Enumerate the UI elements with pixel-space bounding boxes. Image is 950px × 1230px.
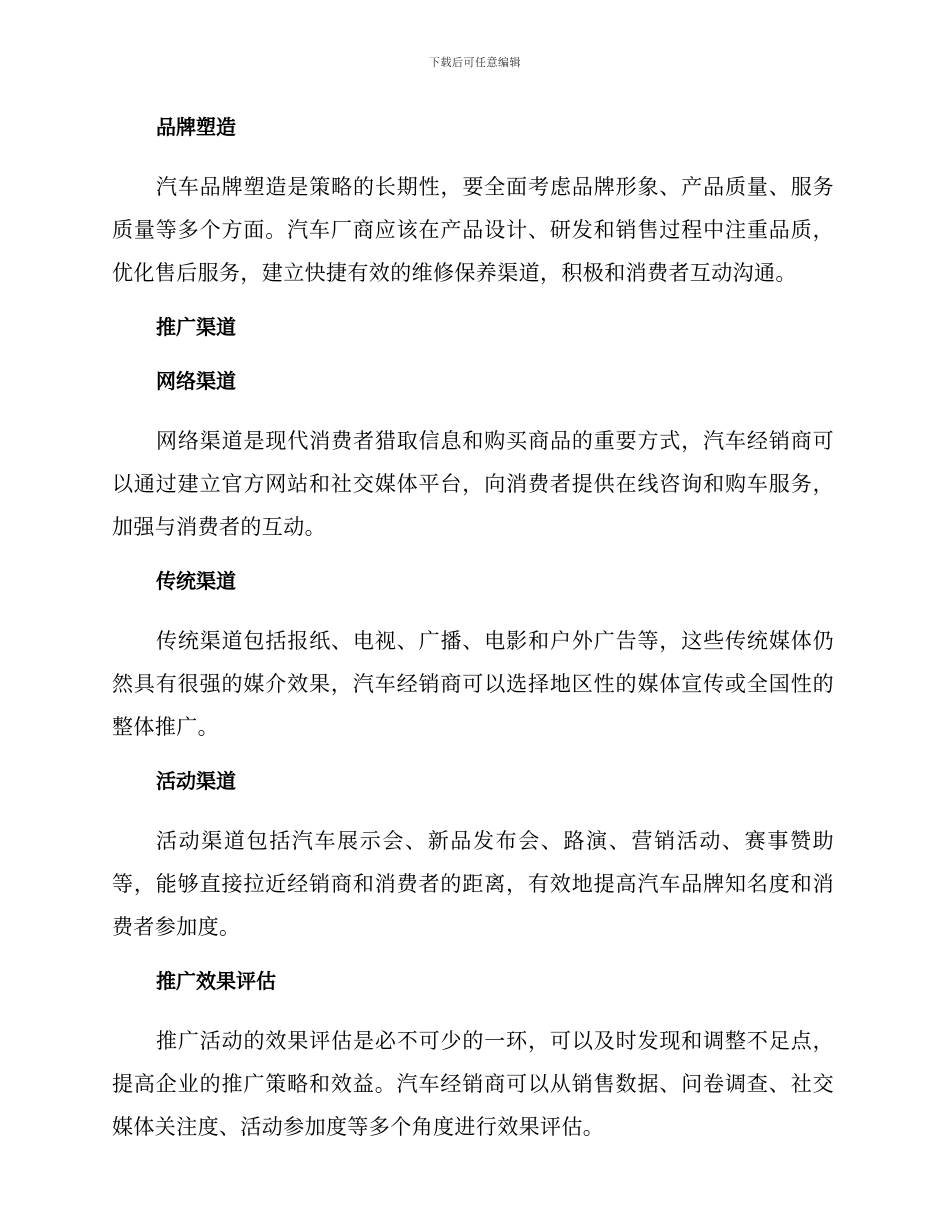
section-heading-effect-evaluation: 推广效果评估 bbox=[156, 969, 276, 993]
section-paragraph-effect-evaluation: 推广活动的效果评估是必不可少的一环，可以及时发现和调整不足点，提高企业的推广策略和效益。汽车经销商可以从销售数据、问卷调查、社交媒体关注度、活动参加度等多个角度进行效果评估。 bbox=[112, 1029, 834, 1139]
section-heading-traditional-channel: 传统渠道 bbox=[156, 569, 236, 593]
section-paragraph-online-channel: 网络渠道是现代消费者猎取信息和购买商品的重要方式，汽车经销商可以通过建立官方网站和社交媒体平台，向消费者提供在线咨询和购车服务，加强与消费者的互动。 bbox=[112, 429, 834, 539]
section-heading-event-channel: 活动渠道 bbox=[156, 769, 236, 793]
section-paragraph-traditional-channel: 传统渠道包括报纸、电视、广播、电影和户外广告等，这些传统媒体仍然具有很强的媒介效果，汽车经销商可以选择地区性的媒体宣传或全国性的整体推广。 bbox=[112, 629, 834, 739]
section-heading-brand: 品牌塑造 bbox=[156, 115, 236, 139]
header-note: 下载后可任意编辑 bbox=[429, 56, 521, 69]
document-body bbox=[112, 112, 834, 1166]
section-heading-online-channel: 网络渠道 bbox=[156, 369, 236, 393]
section-heading-promotion-channels: 推广渠道 bbox=[156, 315, 236, 339]
section-paragraph-brand: 汽车品牌塑造是策略的长期性，要全面考虑品牌形象、产品质量、服务质量等多个方面。汽车厂商应该在产品设计、研发和销售过程中注重品质，优化售后服务，建立快捷有效的维修保养渠道，积极和消费者互动沟通。 bbox=[112, 175, 834, 285]
section-paragraph-event-channel: 活动渠道包括汽车展示会、新品发布会、路演、营销活动、赛事赞助等，能够直接拉近经销商和消费者的距离，有效地提高汽车品牌知名度和消费者参加度。 bbox=[112, 829, 834, 939]
